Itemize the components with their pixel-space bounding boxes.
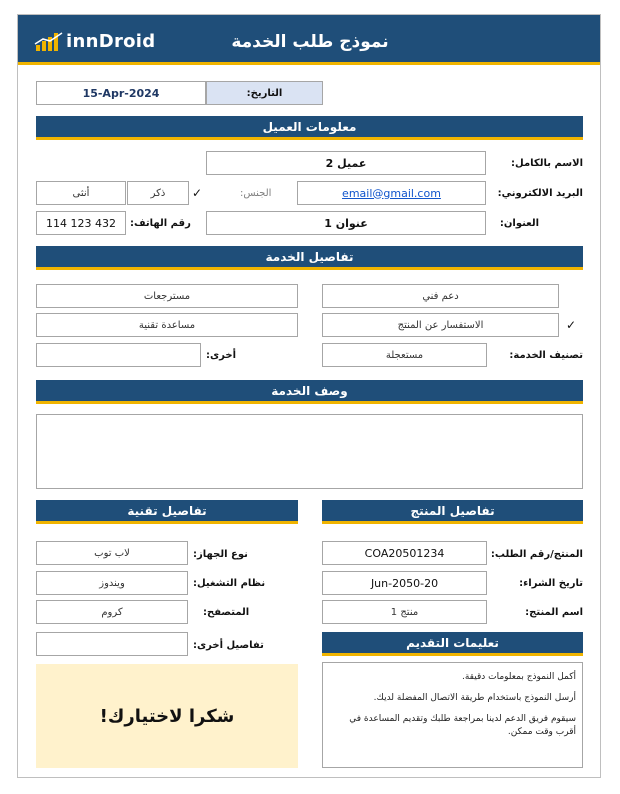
service-category-field[interactable]: مستعجلة	[322, 343, 487, 367]
os-label: نظام التشغيل:	[193, 578, 266, 589]
instruction-line: سيقوم فريق الدعم لدينا بمراجعة طلبك وتقديم المساعدة في أقرب وقت ممكن.	[349, 714, 576, 737]
gender-male-option[interactable]: ذكر	[127, 181, 189, 205]
instructions-box	[322, 662, 583, 768]
male-check-icon: ✓	[192, 186, 203, 200]
browser-field[interactable]: كروم	[36, 600, 188, 624]
section-technical: تفاصيل تقنية	[36, 500, 298, 524]
product-inquiry-check-icon: ✓	[566, 318, 577, 332]
product-name-label: اسم المنتج:	[525, 607, 583, 618]
section-customer: معلومات العميل	[36, 116, 583, 140]
service-other-label: أخرى:	[206, 350, 237, 361]
section-instructions: تعليمات التقديم	[322, 632, 583, 656]
order-number-label: المنتج/رقم الطلب:	[490, 549, 583, 560]
service-option-returns[interactable]: مسترجعات	[36, 284, 298, 308]
email-label: البريد الالكتروني:	[497, 188, 583, 199]
date-value[interactable]: 15-Apr-2024	[36, 81, 206, 105]
purchase-date-field[interactable]: 20-Jun-2050	[322, 571, 487, 595]
tech-other-field[interactable]	[36, 632, 188, 656]
logo-text: innDroid	[66, 31, 156, 52]
product-name-field[interactable]: منتج 1	[322, 600, 487, 624]
browser-label: المتصفح:	[203, 607, 250, 618]
address-label: العنوان:	[499, 218, 539, 229]
service-category-label: تصنيف الخدمة:	[509, 350, 583, 361]
service-other-field[interactable]	[36, 343, 201, 367]
order-number-field[interactable]: COA20501234	[322, 541, 487, 565]
full-name-field[interactable]: عميل 2	[206, 151, 486, 175]
device-type-field[interactable]: لاب توب	[36, 541, 188, 565]
instruction-line: أرسل النموذج باستخدام طريقة الاتصال المفضلة لديك.	[373, 693, 576, 703]
address-field[interactable]: عنوان 1	[206, 211, 486, 235]
date-label: التاريخ:	[206, 81, 323, 105]
section-service: تفاصيل الخدمة	[36, 246, 583, 270]
gender-female-option[interactable]: أنثى	[36, 181, 126, 205]
description-textarea[interactable]	[36, 414, 583, 489]
phone-field[interactable]: 432 123 114	[36, 211, 126, 235]
section-description: وصف الخدمة	[36, 380, 583, 404]
service-option-tech-help[interactable]: مساعدة تقنية	[36, 313, 298, 337]
os-field[interactable]: ويندوز	[36, 571, 188, 595]
logo-bars-icon	[34, 31, 68, 55]
service-option-technical-support[interactable]: دعم فني	[322, 284, 559, 308]
purchase-date-label: تاريخ الشراء:	[519, 578, 583, 589]
device-type-label: نوع الجهاز:	[193, 549, 248, 560]
email-field[interactable]: email@gmail.com	[297, 181, 486, 205]
service-option-product-inquiry[interactable]: الاستفسار عن المنتج	[322, 313, 559, 337]
instruction-line: أكمل النموذج بمعلومات دقيقة.	[462, 672, 576, 682]
page-title: نموذج طلب الخدمة	[231, 32, 389, 52]
thanks-message: شكرا لاختيارك!	[36, 664, 298, 768]
full-name-label: الاسم بالكامل:	[511, 158, 583, 169]
tech-other-label: تفاصيل أخرى:	[193, 640, 264, 651]
section-product: تفاصيل المنتج	[322, 500, 583, 524]
phone-label: رقم الهاتف:	[130, 218, 191, 229]
gender-label: الجنس:	[240, 188, 272, 199]
